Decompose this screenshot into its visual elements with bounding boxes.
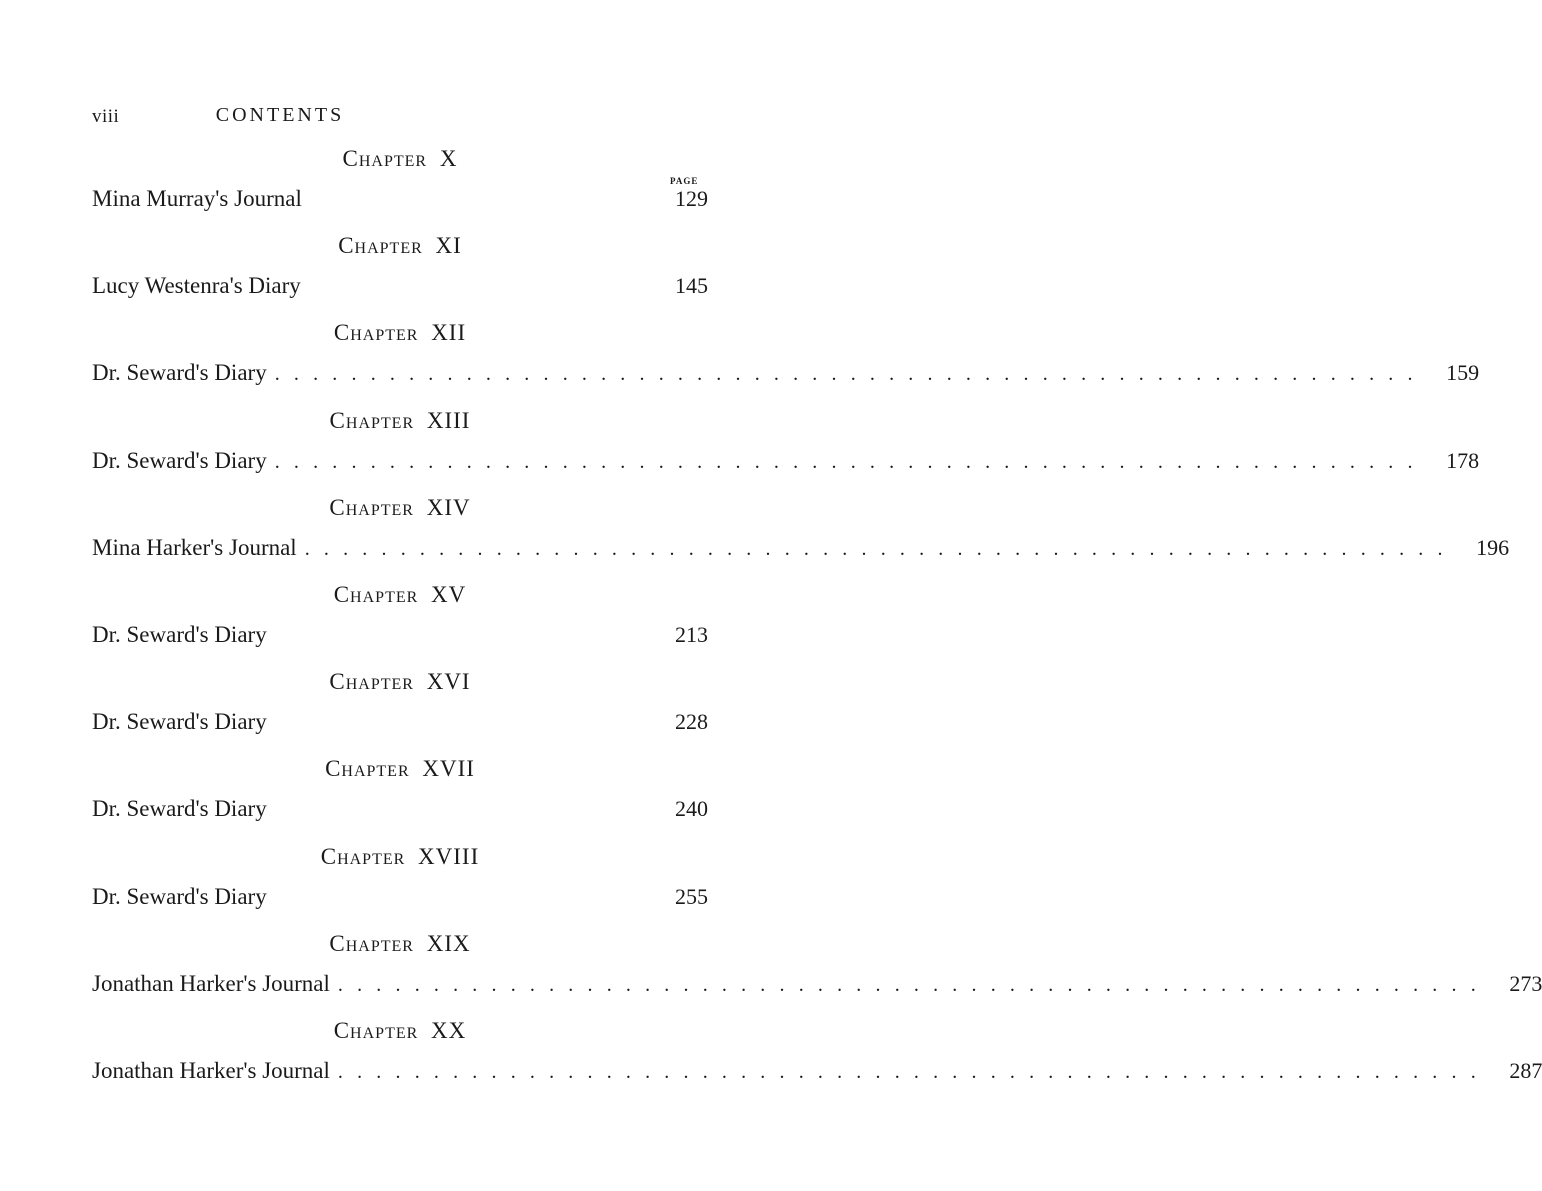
- entry-page-number: 178: [1446, 447, 1480, 473]
- chapter-heading: Chapter X: [342, 146, 458, 171]
- entry-title: Lucy Westenra's Diary: [92, 273, 301, 299]
- entry-title: Mina Murray's Journal: [92, 186, 302, 211]
- entry-title: Jonathan Harker's Journal: [92, 1058, 330, 1083]
- dot-leader: . . . . . . . . . . . . . . . . . . . . . . . . . . . . . . . . . . . . . . . . . . . . . . . . . . . . . . . . . . . .: [337, 1061, 1481, 1083]
- toc-entry-row[interactable]: [92, 796, 708, 822]
- chapter-heading: Chapter XVII: [325, 756, 475, 782]
- chapter-heading: Chapter XV: [333, 582, 467, 607]
- entry-page-number: 129: [675, 186, 708, 211]
- toc-entry-row[interactable]: [92, 1058, 1542, 1084]
- entry-page-number: 228: [675, 709, 708, 735]
- toc-entry-row[interactable]: [92, 447, 1480, 474]
- entry-page-number: 273: [1509, 970, 1542, 996]
- entry-title: Dr. Seward's Diary: [92, 360, 267, 386]
- entry-page-number: 145: [675, 273, 708, 299]
- running-head: CONTENTS: [215, 104, 345, 126]
- entry-title: Dr. Seward's Diary: [92, 796, 267, 822]
- entry-title: Dr. Seward's Diary: [92, 447, 267, 473]
- toc-entry-row[interactable]: [92, 709, 708, 735]
- page-column-label: PAGE: [670, 176, 699, 186]
- toc-entry-row[interactable]: [92, 884, 708, 910]
- entry-page-number: 159: [1446, 360, 1480, 386]
- chapter-heading: Chapter XI: [338, 233, 462, 259]
- toc-entry-row[interactable]: [92, 360, 1480, 386]
- dot-leader: . . . . . . . . . . . . . . . . . . . . . . . . . . . . . . . . . . . . . . . . . . . . . . . . . . . . . . . . . . . .: [304, 537, 1448, 560]
- entry-title: Mina Harker's Journal: [92, 534, 297, 560]
- chapter-heading: Chapter XVIII: [320, 843, 480, 869]
- entry-page-number: 287: [1509, 1058, 1542, 1083]
- chapter-heading: Chapter XII: [333, 320, 467, 346]
- chapter-heading: Chapter XIV: [329, 494, 471, 520]
- chapter-heading: Chapter XX: [333, 1018, 467, 1043]
- entry-title: Dr. Seward's Diary: [92, 622, 267, 647]
- entry-page-number: 240: [675, 796, 708, 822]
- dot-leader: . . . . . . . . . . . . . . . . . . . . . . . . . . . . . . . . . . . . . . . . . . . . . . . . . . . . . . . . . . . .: [274, 450, 1418, 473]
- dot-leader: . . . . . . . . . . . . . . . . . . . . . . . . . . . . . . . . . . . . . . . . . . . . . . . . . . . . . . . . . . . .: [337, 973, 1481, 996]
- page-number: viii: [92, 106, 120, 127]
- toc-entry-row[interactable]: [92, 970, 1542, 997]
- chapter-heading: Chapter XIX: [329, 930, 471, 956]
- toc-entry-row[interactable]: [92, 534, 1510, 561]
- entry-page-number: 255: [675, 883, 708, 909]
- dot-leader: . . . . . . . . . . . . . . . . . . . . . . . . . . . . . . . . . . . . . . . . . . . . . . . . . . . . . . . . . . . .: [274, 363, 1418, 386]
- toc-entry-row[interactable]: [92, 622, 708, 648]
- chapter-heading: Chapter XIII: [329, 407, 471, 433]
- toc-entry-row[interactable]: [92, 273, 708, 299]
- entry-page-number: 213: [675, 622, 708, 647]
- entry-title: Dr. Seward's Diary: [92, 883, 267, 909]
- entry-page-number: 196: [1476, 534, 1510, 560]
- entry-title: Dr. Seward's Diary: [92, 709, 267, 735]
- chapter-heading: Chapter XVI: [329, 669, 471, 695]
- toc-entry-row[interactable]: [92, 186, 708, 212]
- entry-title: Jonathan Harker's Journal: [92, 970, 330, 996]
